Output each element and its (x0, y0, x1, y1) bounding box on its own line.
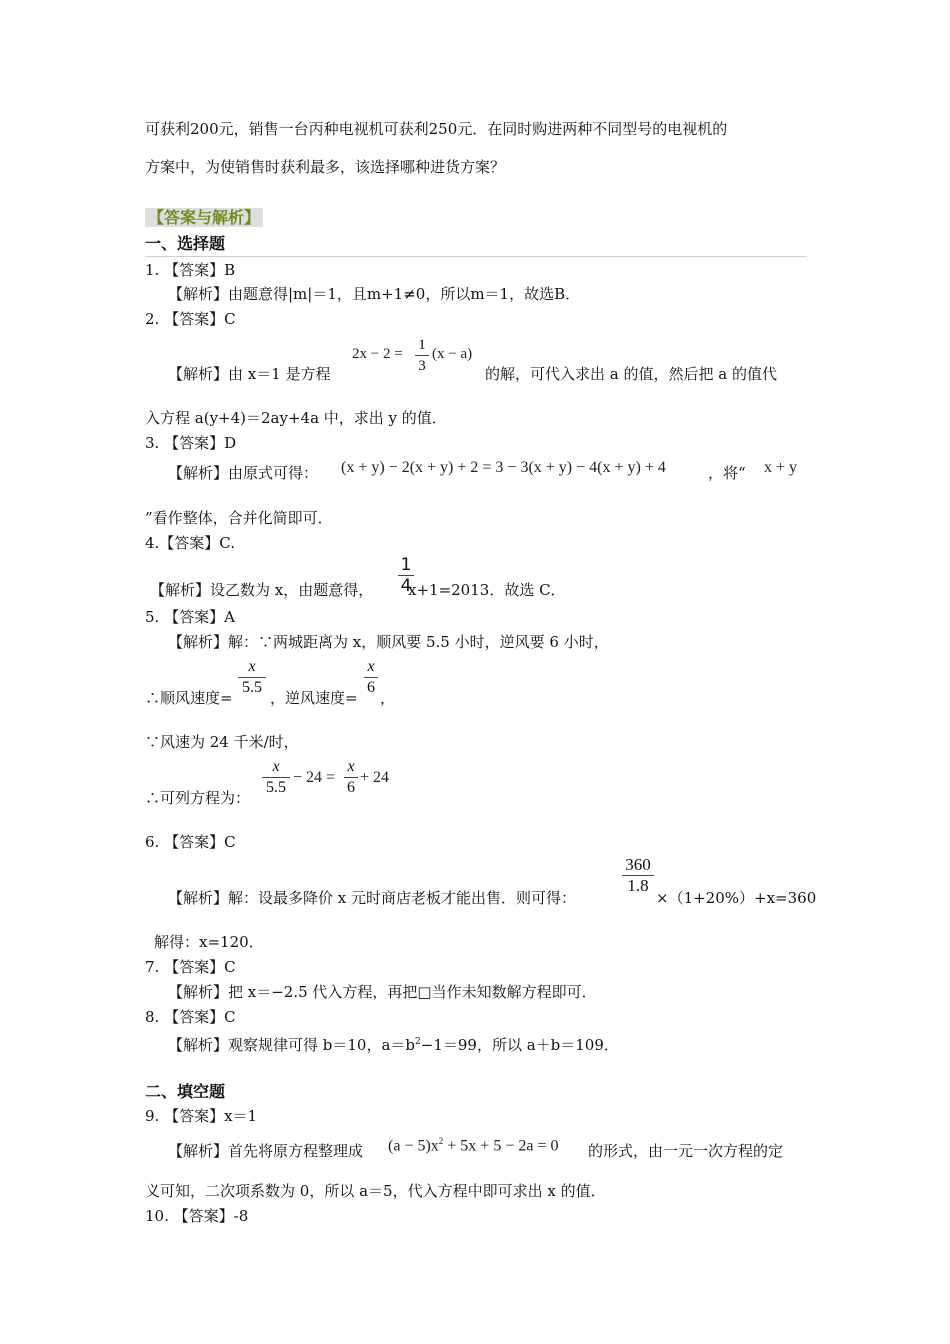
q2-fraction-bar (415, 355, 429, 356)
q9-analysis-prefix: 【解析】首先将原方程整理成 (168, 1142, 364, 1160)
q5-answer: 5. 【答案】A (145, 608, 235, 626)
section-2-title: 二、填空题 (145, 1082, 226, 1101)
q5-tail: ， (380, 689, 396, 707)
q8-analysis (168, 1032, 619, 1055)
q5-upwind-prefix: ，逆风速度= (270, 689, 358, 707)
q5-fraction-downwind (238, 658, 266, 697)
q2-analysis-line-2: 入方程 a(y+4)＝2ay+4a 中，求出 y 的值． (145, 409, 447, 427)
q8-analysis-prefix: 【解析】观察规律可得 b＝10，a＝b (168, 1036, 416, 1054)
q9-answer: 9. 【答案】x＝1 (145, 1107, 258, 1125)
q8-superscript: 2 (415, 1037, 421, 1047)
q5-wind-speed: ∵风速为 24 千米/时， (145, 733, 299, 751)
q5-fraction-upwind-bar (364, 677, 378, 678)
q9-analysis-suffix: 的形式，由一元一次方程的定 (588, 1142, 784, 1160)
q5-equation-prefix: ∴可列方程为： (145, 789, 251, 807)
q4-analysis-prefix: 【解析】设乙数为 x，由题意得， (150, 581, 374, 599)
answer-heading: 【答案与解析】 (145, 208, 263, 228)
q8-analysis-suffix: −1＝99，所以 a＋b＝109． (420, 1036, 619, 1054)
q2-fraction-denominator: 3 (418, 358, 426, 374)
q5-equation-fraction-1-denominator: 5.5 (266, 779, 286, 796)
q6-solution: 解得：x=120． (154, 933, 264, 951)
q8-answer: 8. 【答案】C (145, 1008, 236, 1026)
q2-equation-left: 2x − 2 = (352, 346, 403, 362)
q5-fraction-downwind-numerator: x (248, 658, 256, 675)
q3-xy: x + y (764, 459, 798, 476)
q9-equation-superscript: 2 (438, 1136, 444, 1146)
q5-equation-fraction-1 (262, 758, 290, 797)
section-1-title: 一、选择题 (145, 234, 226, 253)
q2-fraction (415, 336, 429, 375)
q1-answer: 1. 【答案】B (145, 261, 236, 279)
intro-line-2: 方案中，为使销售时获利最多，该选择哪种进货方案？ (145, 158, 506, 176)
q3-suffix: ，将“ (708, 464, 746, 482)
q4-answer: 4.【答案】C. (145, 534, 236, 552)
q4-fraction-numerator: 1 (400, 555, 412, 575)
q5-fraction-upwind-denominator: 6 (367, 679, 375, 696)
q7-answer: 7. 【答案】C (145, 958, 236, 976)
q9-line-2: 义可知，二次项系数为 0，所以 a＝5，代入方程中即可求出 x 的值． (145, 1182, 606, 1200)
q2-analysis-suffix: 的解，可代入求出 a 的值，然后把 a 的值代 (485, 365, 777, 383)
q6-analysis-suffix: ×（1+20%）+x=360 (656, 889, 817, 907)
q9-equation-a: (a − 5)x (388, 1137, 439, 1155)
q6-fraction-numerator: 360 (625, 855, 651, 874)
q5-analysis: 【解析】解：∵两城距离为 x，顺风要 5.5 小时，逆风要 6 小时， (168, 633, 609, 651)
q9-equation (388, 1131, 558, 1156)
q5-equation-fraction-2-denominator: 6 (347, 779, 355, 796)
q2-equation-right: (x − a) (432, 346, 473, 362)
q5-equation-end: + 24 (360, 769, 390, 786)
q5-equation-fraction-1-bar (262, 777, 290, 778)
q4-fraction-denominator: 4 (400, 576, 412, 596)
q2-answer: 2. 【答案】C (145, 310, 236, 328)
intro-line-1: 可获利200元，销售一台丙种电视机可获利250元．在同时购进两种不同型号的电视机的 (145, 120, 728, 138)
q2-fraction-numerator: 1 (418, 337, 426, 353)
section-1-divider (145, 256, 807, 257)
q9-equation-b: + 5x + 5 − 2a = 0 (443, 1137, 559, 1155)
q5-fraction-downwind-denominator: 5.5 (242, 679, 262, 696)
q6-fraction-denominator: 1.8 (627, 876, 649, 895)
q3-answer: 3. 【答案】D (145, 434, 237, 452)
q5-equation-fraction-2-numerator: x (347, 758, 355, 775)
q5-equation-mid: − 24 = (293, 769, 336, 786)
q7-analysis: 【解析】把 x＝−2.5 代入方程，再把□当作未知数解方程即可． (168, 983, 597, 1001)
q10-answer: 10. 【答案】-8 (145, 1207, 249, 1225)
q6-fraction (622, 856, 654, 895)
q3-line-2: ”看作整体，合并化简即可． (145, 509, 333, 527)
q1-analysis: 【解析】由题意得|m|＝1，且m+1≠0，所以m＝1，故选B． (168, 285, 581, 303)
q3-equation: (x + y) − 2(x + y) + 2 = 3 − 3(x + y) − 4(x + y) + 4 (341, 459, 666, 476)
q5-downwind-prefix: ∴顺风速度= (145, 689, 233, 707)
q4-analysis-suffix: x+1=2013．故选 C． (408, 581, 566, 599)
q5-fraction-upwind (364, 658, 378, 697)
q6-analysis-prefix: 【解析】解：设最多降价 x 元时商店老板才能出售．则可得： (168, 889, 576, 907)
q5-fraction-upwind-numerator: x (367, 658, 375, 675)
q5-equation-fraction-2-bar (344, 777, 358, 778)
q3-analysis-prefix: 【解析】由原式可得： (168, 464, 319, 482)
q5-fraction-downwind-bar (238, 677, 266, 678)
q5-equation-fraction-2 (344, 758, 358, 797)
q5-equation-fraction-1-numerator: x (272, 758, 280, 775)
q2-analysis-prefix: 【解析】由 x＝1 是方程 (168, 365, 331, 383)
q6-answer: 6. 【答案】C (145, 833, 236, 851)
